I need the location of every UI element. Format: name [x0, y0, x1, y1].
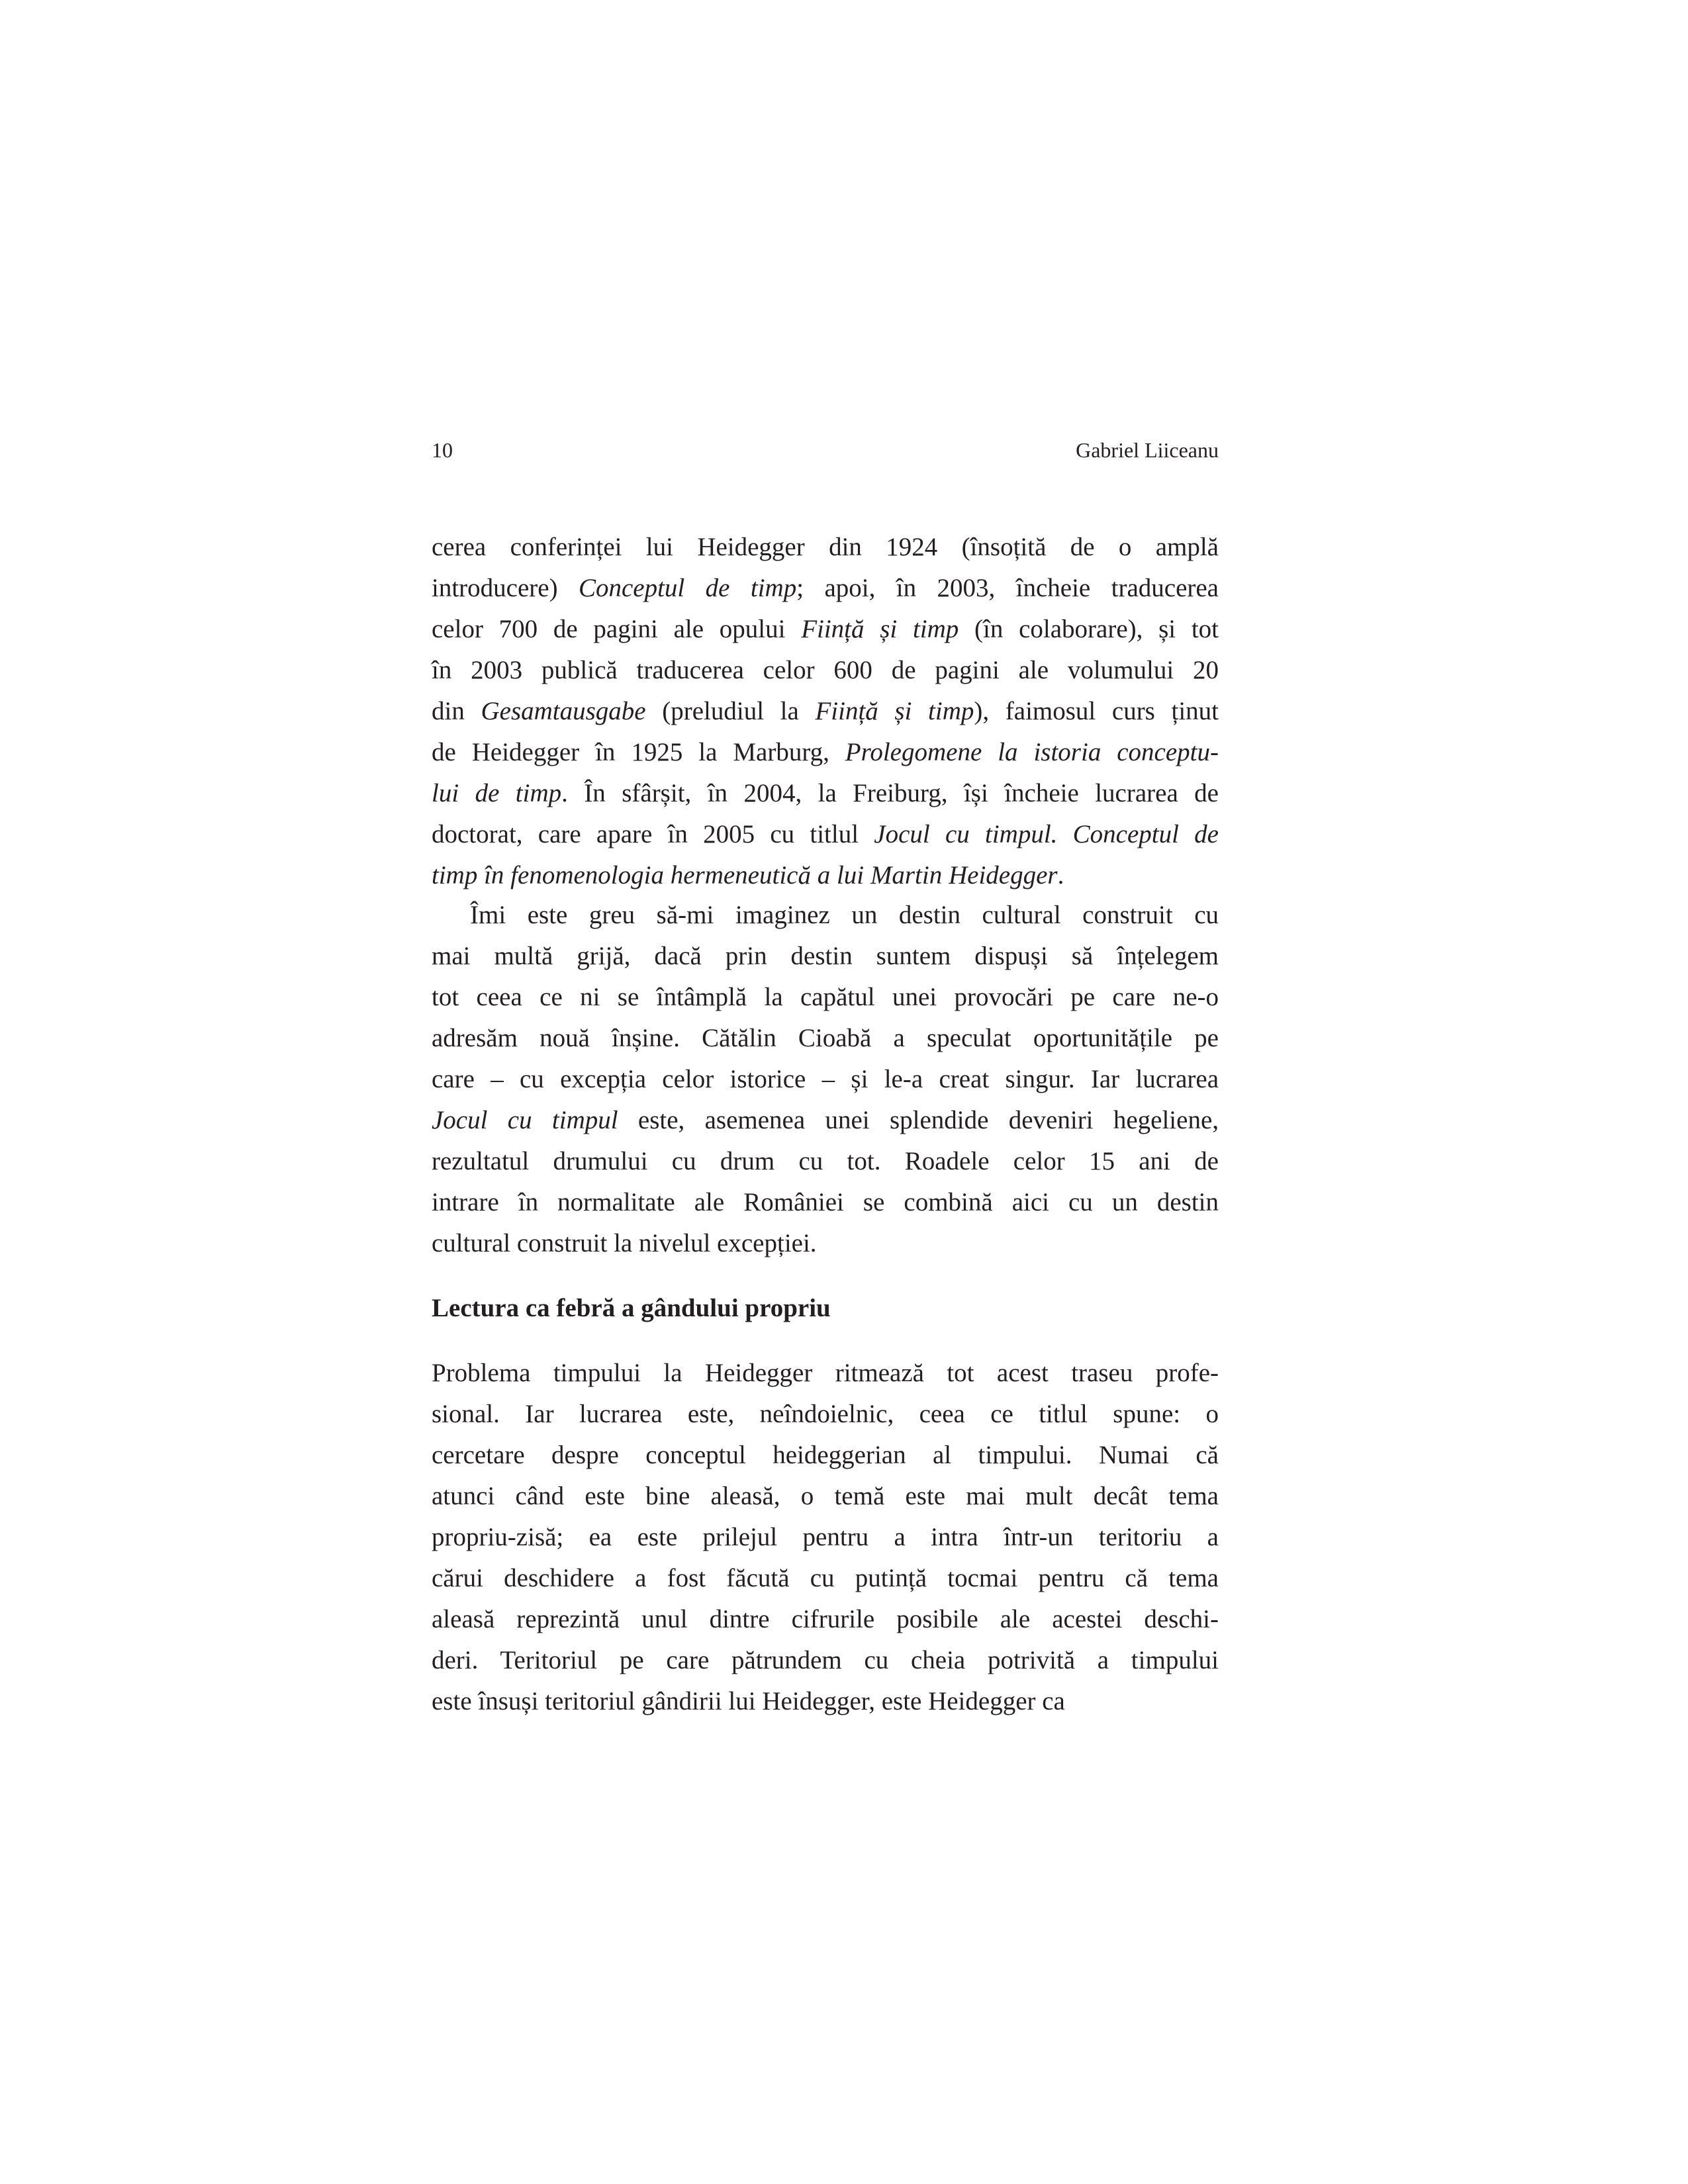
body-text: mai multă grijă, dacă prin destin suntem dispuși să înțelegem [432, 942, 1219, 970]
text-line [432, 527, 1219, 568]
text-line [432, 1223, 1219, 1264]
text-line [432, 1141, 1219, 1182]
body-text: Îmi este greu să-mi imaginez un destin cultural construit cu [470, 901, 1219, 929]
body-text: în 2003 publică traducerea celor 600 de pagini ale volumului 20 [432, 656, 1219, 684]
body-text: intrare în normalitate ale României se combină aici cu un destin [432, 1188, 1219, 1216]
text-line [432, 1435, 1219, 1476]
body-text: atunci când este bine aleasă, o temă este mai mult decât tema [432, 1482, 1219, 1510]
body-text: cărui deschidere a fost făcută cu putință tocmai pentru că tema [432, 1564, 1219, 1592]
italic-title-text: Jocul cu timpul [432, 1106, 618, 1134]
body-text: este însuși teritoriul gândirii lui Heidegger, este Heidegger ca [432, 1687, 1065, 1715]
text-line [432, 1558, 1219, 1599]
page-number: 10 [432, 438, 453, 462]
body-text: ; apoi, în 2003, încheie traducerea [796, 574, 1219, 602]
body-text: de Heidegger în 1925 la Marburg, [432, 738, 845, 766]
text-line [432, 609, 1219, 650]
text-line [432, 1353, 1219, 1394]
text-line [432, 568, 1219, 609]
body-text: sional. Iar lucrarea este, neîndoielnic, ceea ce titlul spune: o [432, 1400, 1219, 1428]
text-line [432, 936, 1219, 977]
text-line [432, 1018, 1219, 1059]
text-line [432, 1681, 1219, 1722]
body-text: cultural construit la nivelul excepției. [432, 1229, 817, 1257]
text-line [432, 1182, 1219, 1223]
text-line [432, 1059, 1219, 1100]
body-text: ), faimosul curs ținut [974, 697, 1219, 725]
body-text: . În sfârșit, în 2004, la Freiburg, își încheie lucrarea de [561, 779, 1219, 807]
body-text: tot ceea ce ni se întâmplă la capătul unei provocări pe care ne-o [432, 983, 1219, 1011]
text-line [432, 691, 1219, 732]
body-text: adresăm nouă înșine. Cătălin Cioabă a speculat oportunitățile pe [432, 1024, 1219, 1052]
italic-title-text: Ființă și timp [801, 615, 959, 643]
text-line [432, 1517, 1219, 1558]
text-line [432, 732, 1219, 773]
body-text: care – cu excepția celor istorice – și le-a creat singur. Iar lucrarea [432, 1065, 1219, 1093]
italic-title-text: Ființă și timp [815, 697, 974, 725]
body-text: . [1057, 861, 1064, 889]
body-text: propriu-zisă; ea este prilejul pentru a intra într-un teritoriu a [432, 1523, 1219, 1551]
italic-title-text: Gesamtausgabe [481, 697, 646, 725]
body-text: celor 700 de pagini ale opului [432, 615, 802, 643]
body-text: Problema timpului la Heidegger ritmează tot acest traseu profe- [432, 1359, 1219, 1387]
text-line [432, 773, 1219, 814]
text-line [432, 814, 1219, 855]
body-text: introducere) [432, 574, 579, 602]
text-line [432, 895, 1219, 936]
text-line [432, 977, 1219, 1018]
body-text: (preludiul la [645, 697, 816, 725]
body-text: din [432, 697, 481, 725]
italic-title-text: timp în fenomenologia hermeneutică a lui Martin Heidegger [432, 861, 1058, 889]
paragraph-1 [432, 527, 1219, 896]
body-text: doctorat, care apare în 2005 cu titlul [432, 820, 874, 848]
text-line [432, 1476, 1219, 1517]
running-header-author: Gabriel Liiceanu [1076, 438, 1219, 462]
body-text: rezultatul drumului cu drum cu tot. Roadele celor 15 ani de [432, 1147, 1219, 1175]
italic-title-text: Prolegomene la istoria conceptu- [845, 738, 1219, 766]
body-text: cercetare despre conceptul heideggerian al timpului. Numai că [432, 1441, 1219, 1469]
text-line [432, 650, 1219, 691]
text-line [432, 855, 1219, 896]
body-text: cerea conferinței lui Heidegger din 1924 (însoțită de o amplă [432, 533, 1219, 561]
text-line [432, 1100, 1219, 1141]
text-line [432, 1394, 1219, 1435]
body-text: aleasă reprezintă unul dintre cifrurile posibile ale acestei deschi- [432, 1605, 1219, 1633]
body-text: (în colaborare), și tot [959, 615, 1219, 643]
text-line [432, 1599, 1219, 1640]
italic-title-text: lui de timp [432, 779, 562, 807]
text-line [432, 1640, 1219, 1681]
section-heading: Lectura ca febră a gândului propriu [432, 1294, 831, 1322]
italic-title-text: Jocul cu timpul. Conceptul de [874, 820, 1219, 848]
italic-title-text: Conceptul de timp [578, 574, 797, 602]
body-text: este, asemenea unei splendide deveniri hegeliene, [618, 1106, 1219, 1134]
paragraph-3 [432, 1353, 1219, 1722]
body-text: deri. Teritoriul pe care pătrundem cu cheia potrivită a timpului [432, 1646, 1219, 1674]
paragraph-2 [432, 895, 1219, 1264]
